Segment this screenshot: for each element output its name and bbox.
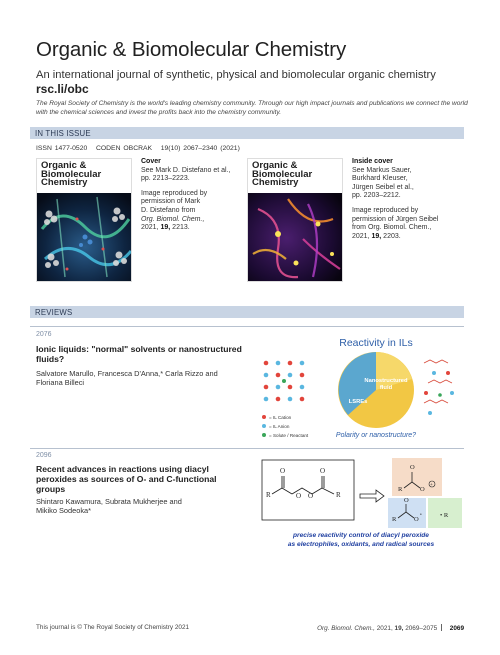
reviews-bar	[30, 306, 464, 318]
svg-text:O: O	[414, 516, 419, 523]
issn-line	[36, 145, 240, 152]
footer-citation: Org. Biomol. Chem., 2021, 19, 2069–2075 2069	[317, 625, 464, 632]
svg-text:+: +	[430, 483, 433, 488]
svg-text:= IL Anion: = IL Anion	[269, 424, 290, 429]
svg-text:•: •	[420, 513, 422, 518]
inside-cover-art	[248, 159, 343, 282]
front-cover-art	[37, 159, 132, 282]
page-number: 2069	[449, 625, 464, 632]
article-1-authors: Salvatore Marullo, Francesca D'Anna,* Carla Rizzo and Floriana Billeci	[36, 369, 218, 387]
front-cover-caption: Cover See Mark D. Distefano et al., pp. 2213–2223. Image reproduced by permission of Mark D. Distefano from Org. Biomol. Chem., 2021, 19, 2213.	[141, 158, 231, 232]
journal-title: Organic & Biomolecular Chemistry	[36, 38, 347, 61]
in-this-issue-bar	[30, 127, 464, 139]
article-2-authors: Shintaro Kawamura, Subrata Mukherjee and Mikiko Sodeoka*	[36, 497, 182, 515]
arc-text: Polarity or nanostructure?	[335, 432, 417, 439]
svg-text:R: R	[392, 516, 397, 523]
journal-url[interactable]: rsc.li/obc	[36, 82, 89, 96]
cover-label: Cover	[141, 158, 161, 165]
ion-scatter-right	[424, 360, 452, 403]
svg-text:R: R	[398, 486, 403, 493]
journal-subtitle: An international journal of synthetic, physical and biomolecular organic chemistry	[36, 69, 436, 81]
graphic-caption-1: precise reactivity control of diacyl peroxide	[293, 532, 429, 539]
graphic-caption-2: as electrophiles, oxidants, and radical sources	[287, 541, 435, 548]
front-cover-journal-name: Organic & Biomolecular Chemistry	[41, 160, 102, 188]
front-cover-image	[36, 158, 132, 282]
graphic-legend	[262, 415, 309, 438]
svg-text:O: O	[404, 497, 409, 504]
svg-text:O: O	[280, 467, 286, 475]
svg-text:O: O	[308, 492, 314, 500]
footer-copyright: This journal is © The Royal Society of Chemistry 2021	[36, 624, 190, 631]
footer-separator	[441, 624, 442, 631]
in-this-issue-heading: IN THIS ISSUE	[35, 128, 91, 138]
svg-text:O: O	[420, 486, 425, 493]
graphic-heading: Reactivity in ILs	[339, 337, 413, 349]
reaction-arrow	[360, 490, 384, 502]
diacyl-peroxide-box	[262, 460, 354, 520]
reviews-heading: REVIEWS	[35, 307, 73, 317]
volume-info: 19(10) 2067–2340 (2021)	[160, 145, 240, 152]
coden: CODEN OBCRAK	[95, 145, 153, 152]
inside-cover-journal-name: Organic & Biomolecular Chemistry	[252, 160, 313, 188]
svg-text:O: O	[410, 464, 415, 471]
region-label-1: Nanostructured	[364, 378, 408, 384]
article-1-graphic	[258, 333, 464, 443]
article-2-page: 2096	[36, 452, 52, 459]
inside-cover-image	[247, 158, 343, 282]
svg-text:= IL Cation: = IL Cation	[269, 415, 292, 420]
ion-scatter-left	[264, 361, 305, 402]
article-2-graphic	[258, 456, 464, 548]
inside-cover-caption: Inside cover See Markus Sauer, Burkhard Kleuser, Jürgen Seibel et al., pp. 2203–2212. Image reproduced by permission of Jürgen Seibel from Org. Biomol. Chem., 2021, 19, 2203.	[352, 158, 439, 240]
svg-text:• R: • R	[440, 512, 449, 519]
svg-text:R: R	[266, 491, 271, 499]
inside-cover-label: Inside cover	[352, 158, 393, 165]
article-1-title[interactable]: Ionic liquids: "normal" solvents or nanostructured fluids?	[36, 344, 242, 364]
svg-text:= Solute / Reactant: = Solute / Reactant	[269, 433, 309, 438]
issn: ISSN 1477-0520	[36, 145, 88, 152]
svg-text:R: R	[336, 491, 341, 499]
svg-text:O: O	[320, 467, 326, 475]
lsre-label: LSREs	[348, 399, 368, 405]
svg-text:O: O	[296, 492, 302, 500]
rsc-blurb: The Royal Society of Chemistry is the world's leading chemistry community. Through our high impact journals and publications we connect the world with the chemical sciences and invest the profits back into the chemistry community.	[36, 100, 468, 116]
region-label-2: fluid	[379, 385, 393, 391]
divider	[30, 448, 464, 449]
divider	[30, 326, 464, 327]
article-2-title[interactable]: Recent advances in reactions using diacyl peroxides as sources of O- and C-functional groups	[36, 464, 217, 494]
article-1-page: 2076	[36, 331, 52, 338]
